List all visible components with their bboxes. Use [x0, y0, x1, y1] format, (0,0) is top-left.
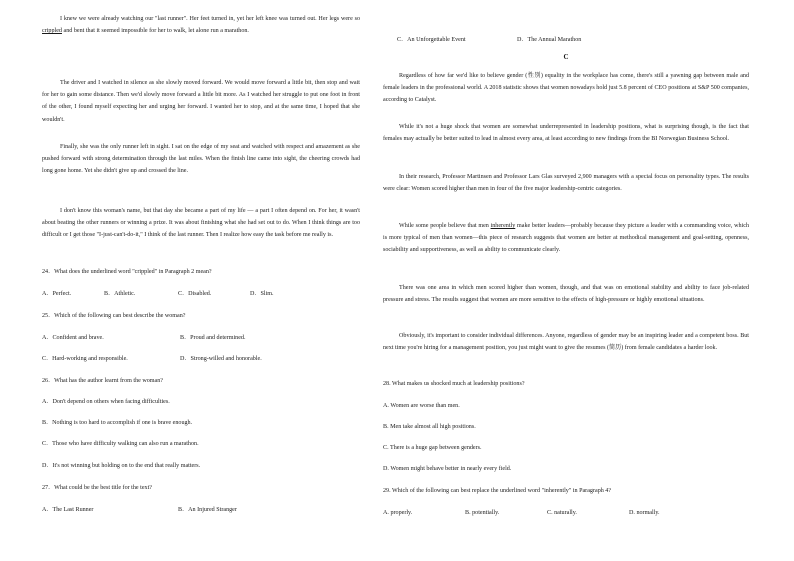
q29-option-b[interactable]: B. potentially. — [465, 510, 500, 516]
q27-option-a[interactable]: A．The Last Runner — [42, 507, 94, 513]
q25-option-c[interactable]: C．Hard-working and responsible. — [42, 356, 128, 362]
passage-c-paragraph-4: While some people believe that men inherently make better leaders—probably because they picture a leader with a commanding voice, which is more typical of men than women—this piece of research suggests that women are better at methodical management and goal-setting, openness, sociability and supportiveness, as well as ability to communicate clearly. — [383, 223, 749, 254]
q24-option-c[interactable]: C．Disabled. — [178, 291, 212, 297]
q29-option-d[interactable]: D. normally. — [629, 510, 660, 516]
q27-stem: 27．What could be the best title for the text? — [42, 485, 152, 491]
q29-options — [383, 509, 749, 518]
q25-options-row2 — [42, 355, 360, 364]
q26-option-c[interactable]: C．Those who have difficulty walking can also run a marathon. — [42, 441, 199, 447]
q26-option-b[interactable]: B．Nothing is too hard to accomplish if one is brave enough. — [42, 420, 193, 426]
q27-options-ab — [42, 506, 360, 515]
underlined-word: crippled — [42, 28, 62, 35]
passage-b-paragraph-1: I knew we were already watching our "last runner". Her feet turned in, yet her left knee was turned out. Her legs were so crippled and bent that it seemed impossible for her to walk, let alone run a marathon. — [42, 16, 360, 35]
passage-c-paragraph-2: While it's not a huge shock that women are somewhat underrepresented in leadership positions, what is surprising though, is the fact that females may actually be better suited to lead in almost every area, at least according to new findings from the BI Norwegian Business School. — [383, 124, 749, 143]
q28-stem: 28. What makes us shocked much at leadership positions? — [383, 381, 525, 387]
q27-option-b[interactable]: B．An Injured Stranger — [178, 507, 237, 513]
passage-c-paragraph-1: Regardless of how far we'd like to believe gender (性别) equality in the workplace has come, there's still a yawning gap between male and female leaders in the professional world. A 2018 statistic shows that women nowadays hold just 5.8 percent of CEO positions at S&P 500 companies, according to Catalyst. — [383, 73, 749, 104]
passage-c-paragraph-6: Obviously, it's important to consider individual differences. Anyone, regardless of gender may be an inspiring leader and a competent boss. But next time you're hiring for a management position, you just might want to give the resumes (简历) from female candidates a harder look. — [383, 333, 749, 352]
q25-stem: 25．Which of the following can best describe the woman? — [42, 313, 186, 319]
q29-option-a[interactable]: A. properly. — [383, 510, 413, 516]
q24-option-d[interactable]: D．Slim. — [250, 291, 274, 297]
passage-b-paragraph-4: I don't know this woman's name, but that day she became a part of my life — a part I often depend on. For her, it wasn't about beating the other runners or winning a prize. It was about finishing what she had set out to do. When I think things are too difficult or I get those "I-just-can't-do-it," I think of the last runner. Then I realize how easy the task before me really is. — [42, 208, 360, 239]
q27-option-d[interactable]: D．The Annual Marathon — [517, 37, 582, 43]
q24-option-a[interactable]: A．Perfect. — [42, 291, 72, 297]
q25-options-row1 — [42, 334, 360, 343]
q28-option-d[interactable]: D. Women might behave better in nearly every field. — [383, 466, 512, 472]
q25-option-d[interactable]: D．Strong-willed and honorable. — [180, 356, 262, 362]
passage-c-paragraph-5: There was one area in which men scored higher than women, though, and that was on emotional stability and ability to face job-related pressure and stress. The results suggest that women are more sensitive to the effects of high-pressure or highly emotional situations. — [383, 285, 749, 304]
q29-stem: 29. Which of the following can best replace the underlined word "inherently" in Paragraph 4? — [383, 488, 612, 494]
q27-option-c[interactable]: C．An Unforgettable Event — [397, 37, 466, 43]
q26-option-a[interactable]: A．Don't depend on others when facing difficulties. — [42, 399, 170, 405]
q24-options — [42, 290, 360, 299]
q28-option-c[interactable]: C. There is a huge gap between genders. — [383, 445, 482, 451]
passage-b-paragraph-2: The driver and I watched in silence as she slowly moved forward. We would move forward a little bit, then stop and wait for her to gain some distance. Then we'd slowly move forward a little bit more. As I watched her struggle to put one foot in front of the other, I found myself expecting her and urging her forward. I wanted her to stop, and at the same time, I hoped that she wouldn't. — [42, 80, 360, 123]
underlined-word: inherently — [490, 223, 516, 229]
q24-option-b[interactable]: B．Athletic. — [104, 291, 136, 297]
q28-option-b[interactable]: B. Men take almost all high positions. — [383, 424, 476, 430]
q25-option-b[interactable]: B．Proud and determined. — [180, 335, 246, 341]
q27-options-cd — [383, 36, 749, 45]
passage-b-paragraph-3: Finally, she was the only runner left in sight. I sat on the edge of my seat and watched with respect and amazement as she pushed forward with strong determination through the last miles. When the finish line came into sight, the cheering crowds had long gone home. Yet she didn't give up and crossed the line. — [42, 144, 360, 175]
q24-stem: 24．What does the underlined word "crippled" in Paragraph 2 mean? — [42, 269, 212, 275]
passage-c-paragraph-3: In their research, Professor Martinsen and Professor Lars Glas surveyed 2,900 managers with a special focus on personality types. The results were clear: Women scored higher than men in four of the five major leadership-centric categories. — [383, 174, 749, 193]
section-c-label: C — [563, 53, 569, 61]
q26-stem: 26．What has the author learnt from the woman? — [42, 378, 163, 384]
q29-option-c[interactable]: C. naturally. — [547, 510, 577, 516]
q28-option-a[interactable]: A. Women are worse than men. — [383, 403, 460, 409]
q25-option-a[interactable]: A．Confident and brave. — [42, 335, 104, 341]
q26-option-d[interactable]: D．It's not winning but holding on to the end that really matters. — [42, 463, 201, 469]
